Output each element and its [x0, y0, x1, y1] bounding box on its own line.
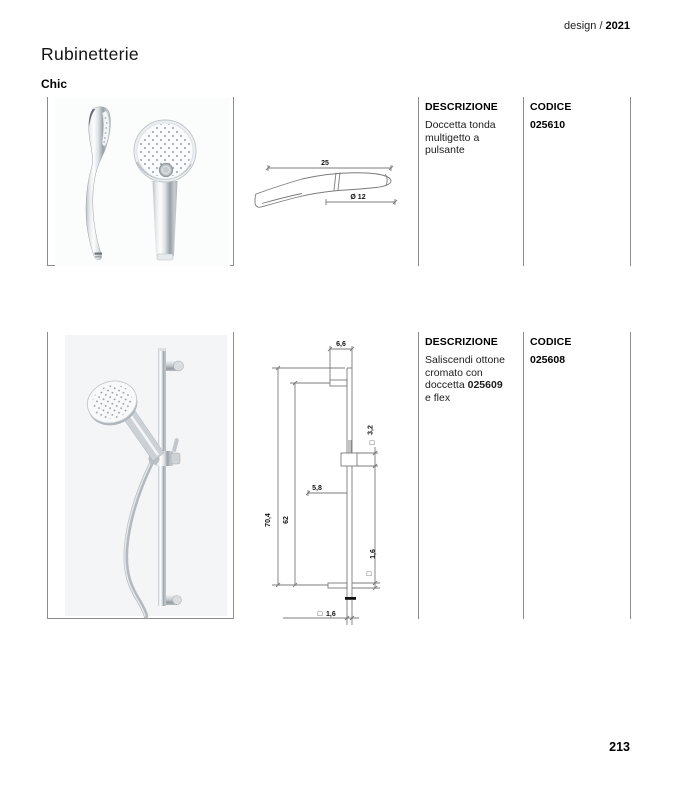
- technical-drawing-slidebar: [255, 335, 400, 630]
- dim-top-width-label: 6,6: [336, 341, 346, 348]
- row1-description: [425, 119, 520, 157]
- photo-background: [55, 98, 230, 266]
- product-photo-slidebar: [47, 332, 233, 619]
- dim-diameter-label: Ø 12: [350, 194, 366, 201]
- row2-code: 025608: [530, 354, 566, 366]
- page-number: 213: [609, 740, 630, 754]
- product-photo-handshower: [55, 98, 230, 266]
- row2-description-line4: e flex: [425, 391, 451, 404]
- dim-inner-height-label: 62: [283, 516, 290, 524]
- square-section-symbol: □: [317, 609, 323, 618]
- edition-year: 2021: [605, 20, 630, 32]
- square-section-symbol: □: [369, 438, 375, 447]
- row2-description-line2: cromato con: [425, 366, 483, 379]
- row2-rule-photo: [233, 332, 234, 619]
- row2-descrizione-header: DESCRIZIONE: [425, 336, 498, 348]
- row2-description-line1: Saliscendi ottone: [425, 354, 505, 366]
- dim-slider-size-label: 3,2: [367, 425, 375, 435]
- row2-rule-right: [630, 332, 631, 619]
- row1-codice-header: CODICE: [530, 101, 572, 113]
- dim-rail-section-label: 1,6: [326, 611, 336, 618]
- dim-length-label: 25: [321, 160, 329, 167]
- dim-bottom-bracket-label: 1,6: [370, 549, 377, 559]
- edition-label: [564, 20, 630, 32]
- technical-drawing-handshower: [250, 148, 400, 213]
- row1-rule-left: [47, 97, 48, 266]
- row1-description-line2: multigetto a pulsante: [425, 131, 480, 156]
- dim-offset-label: 5,8: [312, 485, 322, 492]
- row1-rule-code: [523, 97, 524, 266]
- row2-rule-desc: [418, 332, 419, 619]
- row2-description-line3-prefix: doccetta: [425, 379, 468, 391]
- row1-rule-photo: [233, 97, 234, 266]
- page-title: Rubinetterie: [41, 44, 139, 64]
- row1-code: 025610: [530, 119, 566, 131]
- collection-name: Chic: [41, 77, 68, 91]
- row1-description-line1: Doccetta tonda: [425, 119, 496, 131]
- row1-rule-right: [630, 97, 631, 266]
- dim-total-height-label: 70,4: [265, 513, 272, 527]
- row2-description: [425, 354, 520, 404]
- row2-description-line3: [425, 379, 520, 392]
- row1-rule-desc: [418, 97, 419, 266]
- edition-prefix: design /: [563, 20, 603, 32]
- row2-rule-code: [523, 332, 524, 619]
- row2-codice-header: CODICE: [530, 336, 572, 348]
- row1-descrizione-header: DESCRIZIONE: [425, 101, 498, 113]
- square-section-symbol: □: [366, 569, 372, 578]
- related-product-code: 025609: [467, 379, 503, 391]
